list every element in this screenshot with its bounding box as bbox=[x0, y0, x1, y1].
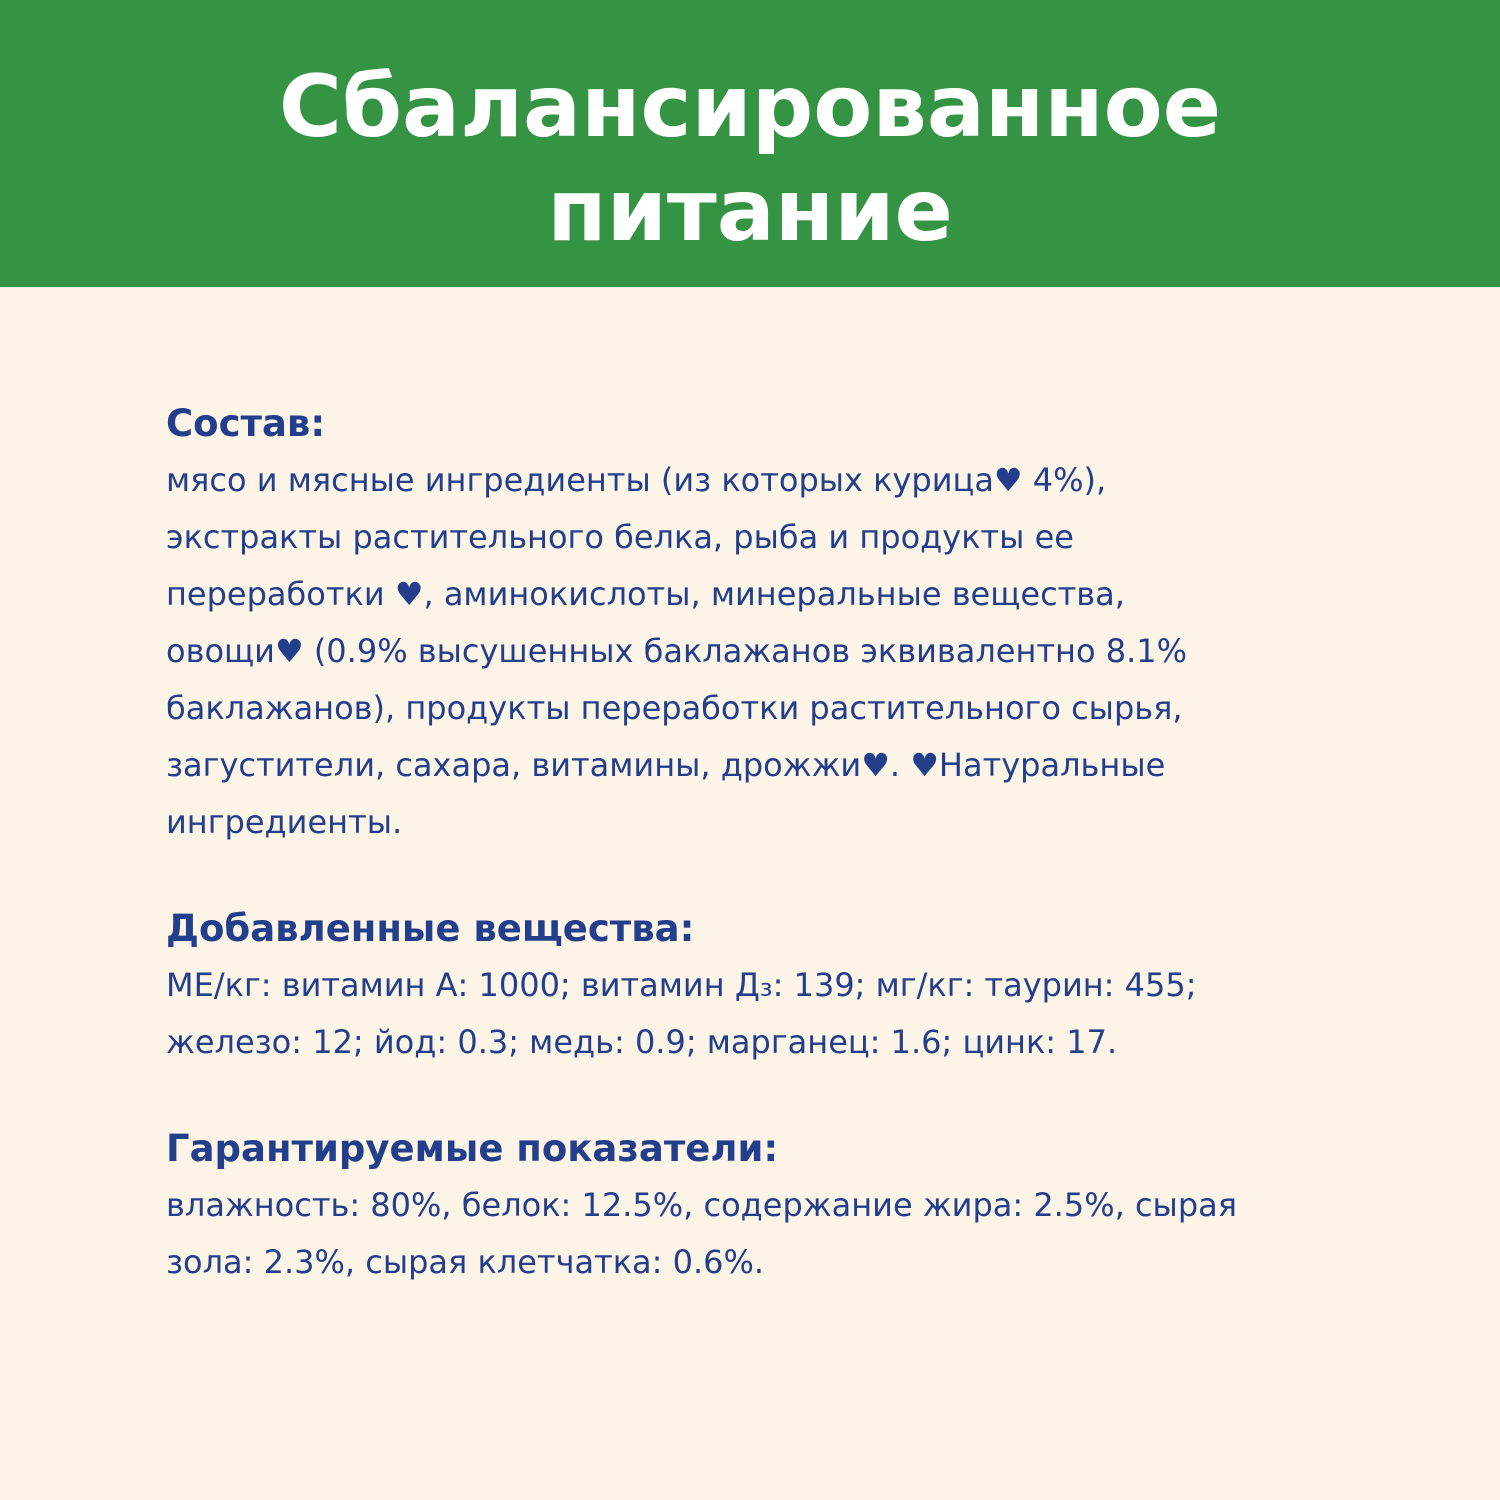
composition-line: переработки ♥, аминокислоты, минеральные вещества, bbox=[166, 575, 1125, 613]
page-title bbox=[0, 55, 1500, 263]
composition-line: баклажанов), продукты переработки растительного сырья, bbox=[166, 689, 1183, 727]
guaranteed-section bbox=[166, 1120, 1366, 1291]
guaranteed-heading: Гарантируемые показатели: bbox=[166, 1127, 779, 1170]
additives-line: железо: 12; йод: 0.3; медь: 0.9; марганец: 1.6; цинк: 17. bbox=[166, 1023, 1118, 1061]
additives-section bbox=[166, 900, 1366, 1071]
composition-line: овощи♥ (0.9% высушенных баклажанов эквивалентно 8.1% bbox=[166, 632, 1187, 670]
composition-line: мясо и мясные ингредиенты (из которых курица♥ 4%), bbox=[166, 461, 1107, 499]
header-banner bbox=[0, 0, 1500, 287]
composition-section bbox=[166, 395, 1366, 851]
composition-heading: Состав: bbox=[166, 402, 326, 445]
guaranteed-text bbox=[166, 1177, 1366, 1291]
composition-text bbox=[166, 452, 1366, 851]
composition-line: ингредиенты. bbox=[166, 803, 403, 841]
composition-line: экстракты растительного белка, рыба и продукты ее bbox=[166, 518, 1074, 556]
additives-line: МЕ/кг: витамин А: 1000; витамин Д₃: 139; мг/кг: таурин: 455; bbox=[166, 966, 1197, 1004]
guaranteed-line: зола: 2.3%, сырая клетчатка: 0.6%. bbox=[166, 1243, 765, 1281]
guaranteed-line: влажность: 80%, белок: 12.5%, содержание жира: 2.5%, сырая bbox=[166, 1186, 1237, 1224]
title-line-2: питание bbox=[547, 161, 953, 261]
composition-line: загустители, сахара, витамины, дрожжи♥. ♥Натуральные bbox=[166, 746, 1166, 784]
title-line-1: Сбалансированное bbox=[278, 57, 1222, 157]
additives-heading: Добавленные вещества: bbox=[166, 907, 695, 950]
additives-text bbox=[166, 957, 1366, 1071]
